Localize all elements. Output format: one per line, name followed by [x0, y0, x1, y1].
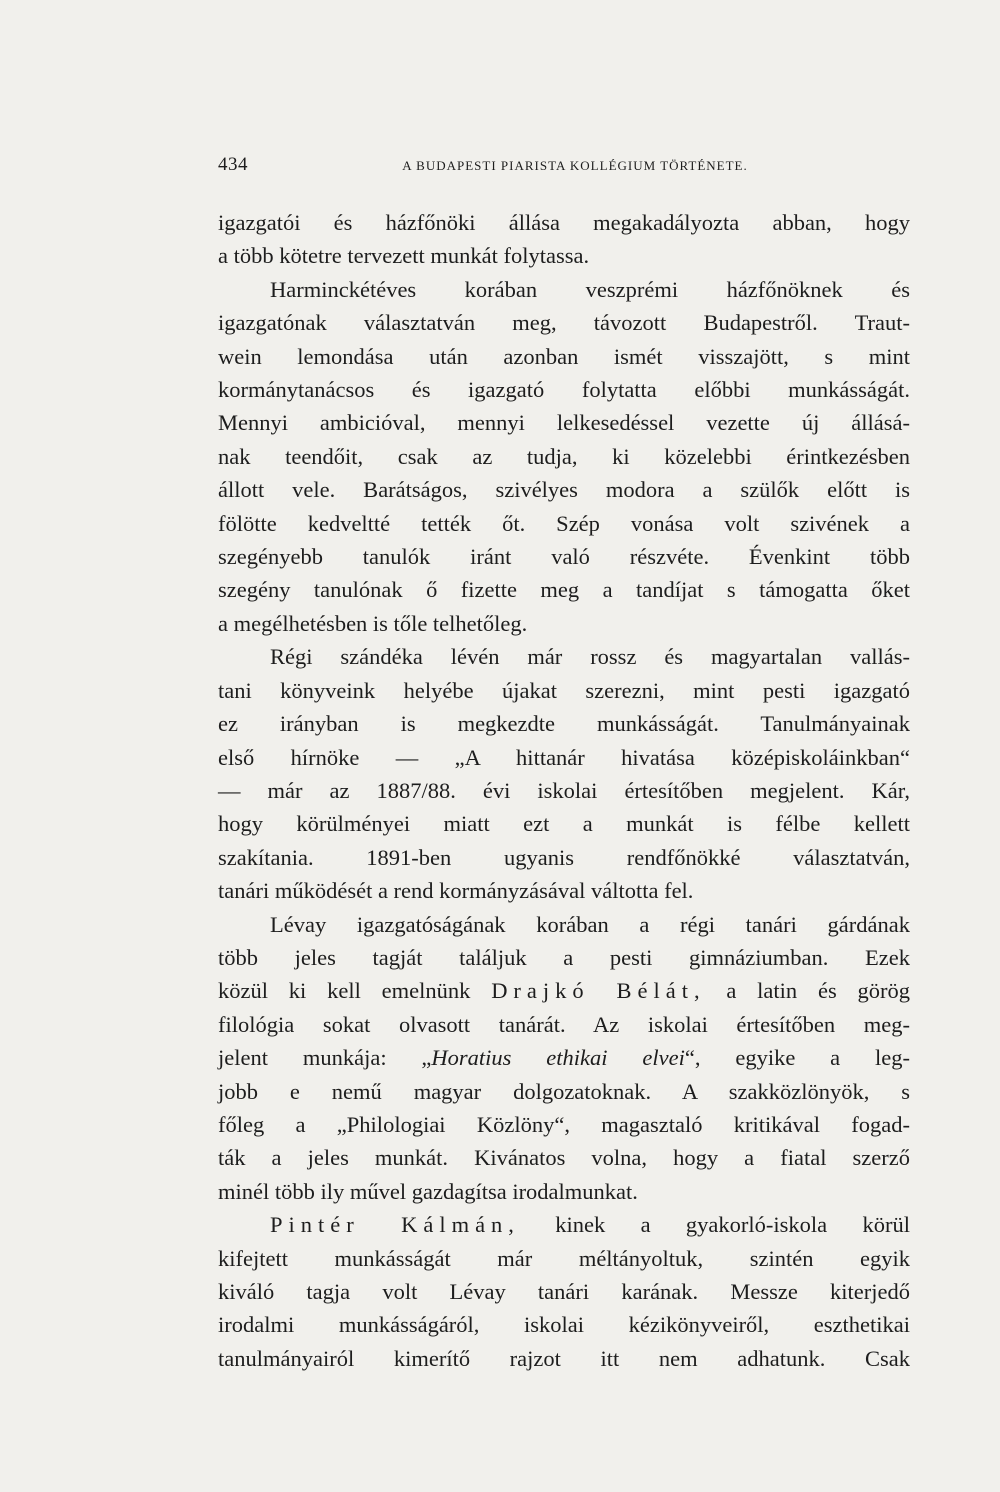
text-line: kiváló tagja volt Lévay tanári karának. Messze kiterjedő [218, 1279, 910, 1304]
text-line: nak teendőit, csak az tudja, ki közelebbi érintkezésben [218, 443, 910, 469]
text-line: minél több ily művel gazdagítsa irodalmunkat. [218, 1178, 638, 1204]
text-line: ez irányban is megkezdte munkásságát. Tanulmányainak [218, 711, 910, 737]
running-title: A BUDAPESTI PIARISTA KOLLÉGIUM TÖRTÉNETE. [402, 158, 748, 173]
text-segment: közül ki kell emelnünk [218, 978, 471, 1004]
text-line: filológia sokat olvasott tanárát. Az iskolai értesítőben meg- [218, 1011, 910, 1037]
text-line: Harminckétéves korában veszprémi házfőnöknek és [270, 276, 910, 302]
text-line: szegényebb tanulók iránt való részvéte. Évenkint több [218, 544, 910, 570]
text-line: Mennyi ambicióval, mennyi lelkesedéssel vezette új állásá- [218, 410, 910, 436]
text-line: fölötte kedveltté tették őt. Szép vonása volt szivének a [218, 510, 910, 536]
text-segment: jelent munkája: „ [218, 1045, 432, 1071]
text-line: tanári működését a rend kormányzásával váltotta fel. [218, 878, 694, 904]
text-line: kormánytanácsos és igazgató folytatta előbbi munkásságát. [218, 377, 910, 403]
text-line [218, 974, 910, 1007]
text-line: szakítania. 1891-ben ugyanis rendfőnökké választatván, [218, 844, 910, 870]
text-line: tani könyveink helyébe újakat szerezni, mint pesti igazgató [218, 677, 910, 703]
text-line: kifejtett munkásságát már méltányoltuk, szintén egyik [218, 1245, 910, 1271]
body-text [218, 206, 910, 1375]
text-line: Régi szándéka lévén már rossz és magyartalan vallás- [270, 644, 910, 670]
text-line: wein lemondása után azonban ismét visszajött, s mint [218, 343, 910, 369]
text-line: hogy körülményei miatt ezt a munkát is félbe kellett [218, 811, 910, 837]
text-line: igazgatónak választatván meg, távozott Budapestről. Traut- [218, 310, 910, 336]
text-line: főleg a „Philologiai Közlöny“, magasztaló kritikával fogad- [218, 1111, 910, 1137]
text-line: első hírnöke — „A hittanár hivatása középiskoláinkban“ [218, 744, 910, 770]
text-line: több jeles tagját találjuk a pesti gimnáziumban. Ezek [218, 944, 910, 970]
running-head [218, 150, 910, 180]
work-title: Horatius ethikai elvei [431, 1045, 685, 1071]
text-line: szegény tanulónak ő fizette meg a tandíjat s támogatta őket [218, 577, 910, 603]
text-line: Lévay igazgatóságának korában a régi tanári gárdának [270, 911, 910, 937]
page-number: 434 [218, 154, 248, 175]
text-line [218, 1041, 910, 1074]
text-segment: “, egyike a leg- [684, 1045, 910, 1071]
text-line: a több kötetre tervezett munkát folytassa. [218, 243, 590, 269]
text-segment: a latin és görög [726, 978, 911, 1004]
text-segment: kinek a gyakorló-iskola körül [555, 1212, 910, 1238]
text-line: jobb e nemű magyar dolgozatoknak. A szakközlönyök, s [218, 1078, 910, 1104]
text-line: ták a jeles munkát. Kivánatos volna, hogy a fiatal szerző [218, 1145, 910, 1171]
text-line: — már az 1887/88. évi iskolai értesítőben megjelent. Kár, [218, 777, 910, 803]
text-line: irodalmi munkásságáról, iskolai kézikönyveiről, eszthetikai [218, 1312, 910, 1338]
text-line: igazgatói és házfőnöki állása megakadályozta abban, hogy [218, 210, 910, 235]
text-line: tanulmányairól kimerítő rajzot itt nem adhatunk. Csak [218, 1345, 910, 1371]
text-line [218, 1208, 910, 1241]
text-line: állott vele. Barátságos, szivélyes modora a szülők előtt is [218, 477, 910, 503]
text-line: a megélhetésben is tőle telhetőleg. [218, 610, 528, 636]
person-name-pinter: Pintér Kálmán, [270, 1212, 520, 1238]
person-name-drajko: Drajkó Bélát, [491, 978, 706, 1004]
